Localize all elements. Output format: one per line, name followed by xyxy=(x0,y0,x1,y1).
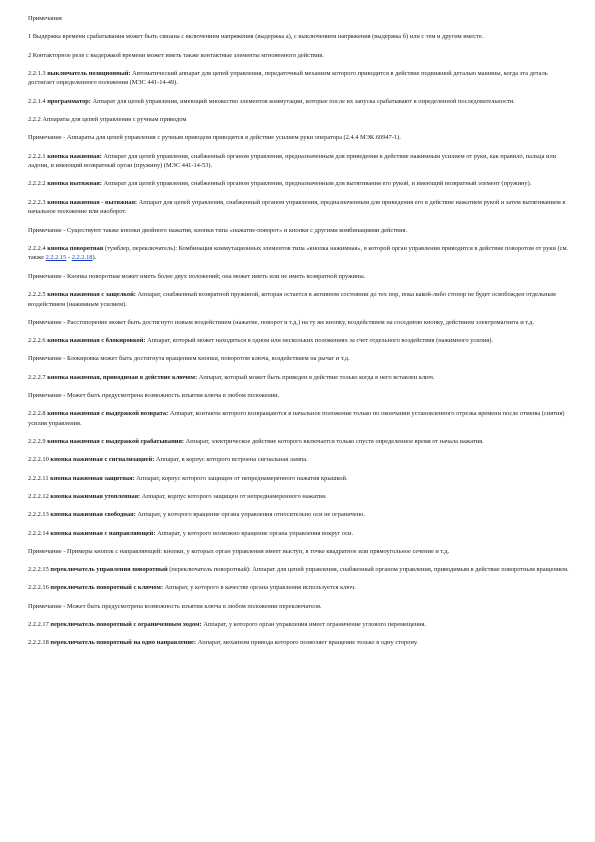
paragraph-text: Аппарат, который может находиться в одном или нескольких положениях за счет отдельного воздействия (нажимного усилия). xyxy=(145,337,493,345)
paragraph-text: Примечание - Блокировка может быть достигнута вращением кнопки, поворотом ключа, воздействием на рычаг и т.д. xyxy=(28,355,350,363)
term: переключатель поворотный с ключом: xyxy=(50,584,163,592)
paragraph xyxy=(28,152,575,171)
paragraph xyxy=(28,244,575,263)
paragraph-text: Примечание - Кнопка поворотная может иметь более двух положений; она может иметь или не иметь возвратной пружины. xyxy=(28,272,366,280)
term: кнопка поворотная xyxy=(47,244,104,252)
paragraph-text: Аппарат, у которого возможно вращение органа управления вокруг оси. xyxy=(155,529,354,537)
term: кнопка нажимная: xyxy=(47,152,102,160)
clause-number: 2.2.2.16 xyxy=(28,584,49,592)
paragraph-text: Аппарат, контакты которого возвращаются в начальное положение только по окончании установленного отрезка времени после отмены (снятия) усилия управления. xyxy=(28,410,565,427)
clause-number: 2.2.2.2 xyxy=(28,180,46,188)
paragraph-text: Аппарат, механизм привода которого позволяет вращение только в одну сторону. xyxy=(196,639,419,647)
term: кнопка нажимная свободная: xyxy=(50,511,136,519)
clause-number: 2.2.2.13 xyxy=(28,511,49,519)
paragraph-text: 2 Контакторное реле с выдержкой времени может иметь также контактные элементы мгновенного действия. xyxy=(28,51,324,59)
paragraph-text: (тумблер, переключатель): Комбинация коммутационных элементов типа «кнопка нажимная», в которой орган управления приводится в действие поворотом от руки (см. также xyxy=(28,244,569,262)
paragraph xyxy=(28,115,575,125)
paragraph-text-tail: ). xyxy=(92,254,97,262)
term: кнопка нажимная с защелкой: xyxy=(47,291,136,299)
clause-number: 2.2.2.7 xyxy=(28,373,46,381)
paragraph xyxy=(28,492,575,502)
paragraph xyxy=(28,602,575,612)
paragraph-text: Аппарат для цепей управления, снабженный органом управления, предназначенным для приведения его в действие нажатием рукой и затем вытягиванием в начальное положение или наоборот. xyxy=(28,198,566,216)
paragraph-text: 1 Выдержка времени срабатывания может быть связана с включением напряжения (выдержка а), с выключением напряжения (выдержка б) или с тем и другим вместе. xyxy=(28,33,484,41)
clause-number: 2.2.2.18 xyxy=(28,639,49,647)
paragraph-text: Аппарат, корпус которого защищен от непреднамеренного нажатия. xyxy=(140,493,327,501)
clause-number: 2.2.2.3 xyxy=(28,198,46,206)
paragraph xyxy=(28,179,575,189)
clause-number: 2.2.2.11 xyxy=(28,474,49,482)
paragraph-text: Автоматический аппарат для цепей управления, передаточный механизм которого приводится в действие подвижной деталью машины, когда эта деталь достигает определенного положения (МЭС 441-14-49). xyxy=(28,69,548,87)
term: кнопка нажимная защитная: xyxy=(50,474,135,482)
paragraph xyxy=(28,51,575,61)
term: выключатель позиционный: xyxy=(47,69,131,77)
paragraph xyxy=(28,529,575,539)
paragraph xyxy=(28,565,575,575)
paragraph-text: 2.2.2 Аппараты для цепей управления с ручным приводом xyxy=(28,116,187,123)
term: переключатель поворотный с ограниченным ходом: xyxy=(50,621,202,628)
paragraph xyxy=(28,474,575,484)
cross-reference-link[interactable]: 2.2.2.18 xyxy=(71,254,93,262)
clause-number: 2.2.2.8 xyxy=(28,410,46,418)
paragraph xyxy=(28,32,575,42)
clause-number: 2.2.1.4 xyxy=(28,97,46,105)
paragraph-text: (переключатель поворотный): Аппарат для цепей управления, снабженный органом управления, приводимым в действие поворотным вращением. xyxy=(167,566,569,574)
clause-number: 2.2.2.6 xyxy=(28,337,46,345)
paragraph-text: Аппарат для цепей управления, имеющий множество элементов коммутации, которые после их запуска срабатывают в определенной последовательности. xyxy=(90,97,515,105)
clause-number: 2.2.2.1 xyxy=(28,152,46,160)
paragraph-text: Аппарат, снабженный возвратной пружиной, которая остается в активном состоянии до тех пор, пока какой-либо стопор не будет освобожден отдельным воздействием (нажимным усилием). xyxy=(28,291,556,308)
paragraph-text: Аппарат, корпус которого защищен от непреднамеренного нажатия крышкой. xyxy=(134,474,348,482)
clause-number: 2.2.2.9 xyxy=(28,438,46,446)
paragraph xyxy=(28,354,575,364)
paragraph xyxy=(28,272,575,282)
paragraph xyxy=(28,318,575,328)
clause-number: 2.2.2.4 xyxy=(28,244,46,252)
term: кнопка нажимная с сигнализацией: xyxy=(50,456,155,464)
term: кнопка вытяжная: xyxy=(47,180,102,188)
term: кнопка нажимная утопленная: xyxy=(50,493,141,501)
paragraph-text: Примечание - Аппараты для цепей управления с ручным приводом приводятся в действие усилием руки оператора (2.4.4 МЭК 60947-1). xyxy=(28,134,401,142)
clause-number: 2.2.2.15 xyxy=(28,566,49,574)
paragraph xyxy=(28,583,575,593)
term: программатор: xyxy=(47,97,91,105)
term: кнопка нажимная с направляющей: xyxy=(50,529,156,537)
clause-number: 2.2.1.3 xyxy=(28,69,46,77)
clause-number: 2.2.2.10 xyxy=(28,456,49,464)
paragraph xyxy=(28,226,575,236)
paragraph xyxy=(28,638,575,648)
paragraph xyxy=(28,14,575,24)
paragraph-text: Примечание - Может быть предусмотрена возможность изъятия ключа в любом положении переключателя. xyxy=(28,602,322,610)
term: кнопка нажимная с блокировкой: xyxy=(47,337,146,345)
clause-number: 2.2.2.5 xyxy=(28,291,46,299)
paragraph xyxy=(28,620,575,630)
clause-number: 2.2.2.17 xyxy=(28,621,49,628)
paragraph xyxy=(28,409,575,428)
paragraph-text: Аппарат, который может быть приведен в действие только когда в него вставлен ключ. xyxy=(197,373,435,381)
clause-number: 2.2.2.12 xyxy=(28,493,49,501)
paragraph xyxy=(28,198,575,217)
paragraph-text: Аппарат для цепей управления, снабженный органом управления, предназначенным для приведения в действие нажимным усилием от руки, как правило, пальца или ладони, и имеющий возвратный орган (пружину) (МЭС 441-14-53). xyxy=(28,152,557,170)
paragraph-text: Аппарат, у которого в качестве органа управления используется ключ. xyxy=(162,584,356,592)
term: переключатель поворотный на одно направление: xyxy=(50,639,196,647)
paragraph xyxy=(28,437,575,447)
paragraph-text: Примечания xyxy=(28,15,62,22)
paragraph-text: Примечание - Расстопорение может быть достигнуто новым воздействием (нажатие, поворот и т.д.) на ту же кнопку, воздействием на соседнюю кнопку, действием электромагнита и т.д. xyxy=(28,318,535,326)
paragraph-text: Примечание - Примеры кнопок с направляющей: кнопки, у которых орган управления имеет выступ, в точке квадратное или прямоугольное сечение и т.д. xyxy=(28,547,450,555)
paragraph-text: Примечание - Существуют также кнопки двойного нажатия, кнопки типа «нажатие-поворот» и кнопки с другими комбинациями действия. xyxy=(28,226,408,234)
term: переключатель управления поворотный xyxy=(50,566,168,574)
paragraph-text: Примечание - Может быть предусмотрена возможность изъятия ключа в любом положении. xyxy=(28,392,280,400)
paragraph-text: Аппарат для цепей управления, снабженный органом управления, предназначенным для вытягивания его рукой, и имеющий возвратный элемент (пружину). xyxy=(101,180,532,188)
paragraph xyxy=(28,510,575,520)
term: кнопка нажимная с выдержкой срабатывания: xyxy=(47,438,185,446)
paragraph xyxy=(28,336,575,346)
paragraph xyxy=(28,97,575,107)
clause-number: 2.2.2.14 xyxy=(28,529,49,537)
term: кнопка нажимная - вытяжная: xyxy=(47,198,138,206)
paragraph xyxy=(28,290,575,309)
range-separator: - xyxy=(66,254,72,262)
paragraph xyxy=(28,69,575,88)
paragraph xyxy=(28,133,575,143)
term: кнопка нажимная с выдержкой возврата: xyxy=(47,410,169,418)
paragraph-text: Аппарат, электрическое действие которого включается только спустя определенное время от начала нажатия. xyxy=(184,438,484,446)
paragraph xyxy=(28,391,575,401)
term: кнопка нажимная, приводимая в действие ключом: xyxy=(47,373,198,381)
paragraph xyxy=(28,547,575,557)
paragraph-text: Аппарат, у которого орган управления имеет ограничение углового перемещения. xyxy=(201,621,427,628)
cross-reference-link[interactable]: 2.2.2.15 xyxy=(45,254,67,262)
paragraph-text: Аппарат, в корпус которого встроена сигнальная лампа. xyxy=(154,456,308,464)
paragraph-text: Аппарат, у которого вращение органа управления относительно оси не ограничено. xyxy=(135,511,365,519)
paragraph xyxy=(28,373,575,383)
paragraph xyxy=(28,455,575,465)
